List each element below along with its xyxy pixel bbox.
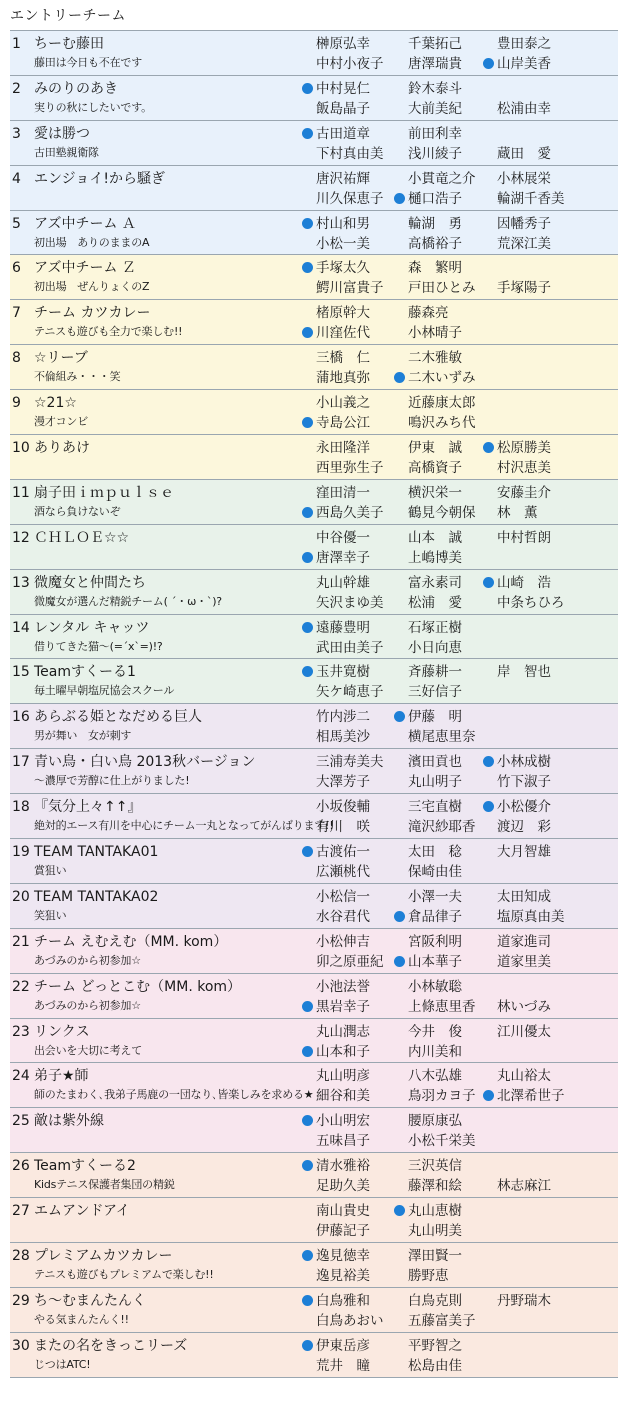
marker-dot-icon [302,83,313,94]
team-list [10,30,618,1378]
marker-dot-icon [302,846,313,857]
page-title: エントリーチーム [10,8,126,24]
team-row [10,1063,618,1108]
member-name: 西島久美子 [316,504,384,522]
member-name: 倉品律子 [408,908,462,926]
member-name: 石塚正樹 [408,619,462,636]
member-name: 小林敏聡 [408,978,462,995]
member-name: 輪湖 勇 [408,215,462,232]
member-name: 川久保恵子 [316,190,384,207]
marker-dot-icon [394,956,405,967]
member-name: 山本華子 [408,953,462,971]
member-name: 蒲地真弥 [316,370,370,387]
team-row [10,300,618,345]
team-number: 25 [12,1113,30,1130]
team-row [10,1153,618,1198]
member-name: 濱田貢也 [408,754,462,771]
member-name: 太田 稔 [408,844,462,861]
marker-dot-icon [394,711,405,722]
member-name: 林志麻江 [497,1178,551,1195]
member-name: 黒岩幸子 [316,998,370,1016]
team-name: Teamすくーる2 [34,1158,136,1175]
member-name: 小松信一 [316,888,370,905]
member-name: 横尾恵里奈 [408,729,476,746]
team-row [10,166,618,211]
team-description: じつはATC! [34,1357,91,1371]
team-description: 賞狙い [34,864,67,878]
team-row [10,76,618,121]
member-name: 広瀬桃代 [316,864,370,881]
member-name: 小日向恵 [408,639,462,656]
team-row [10,974,618,1019]
member-name: 小池法誉 [316,978,370,995]
team-description: あづみのから初参加☆ [34,998,141,1012]
team-row [10,884,618,929]
member-name: 唐澤瑞貴 [408,56,462,72]
member-name: 小松優介 [497,798,551,816]
member-name: 有川 咲 [316,819,370,836]
member-name: 荒井 瞳 [316,1357,370,1374]
team-name: アズ中チーム Ｚ [34,260,136,277]
member-name: 飯島晶子 [316,100,370,117]
marker-dot-icon [302,218,313,229]
team-description: 男が舞い 女が刺す [34,729,132,743]
member-name: 鈴木泰斗 [408,80,462,97]
member-name: 因幡秀子 [497,215,551,232]
marker-dot-icon [302,552,313,563]
member-name: 南山貴史 [316,1203,370,1220]
member-name: 岸 智也 [497,664,551,681]
team-description: 〜濃厚で芳醇に仕上がりました! [34,774,190,788]
member-name: 川窪佐代 [316,324,370,342]
team-name: 愛は勝つ [34,125,90,142]
member-name: 輪湖千香美 [497,190,565,207]
member-name: 村沢恵美 [497,460,551,477]
member-name: 白鳥あおい [316,1312,384,1329]
team-row [10,345,618,390]
team-description: 不倫組み・・・笑 [34,370,121,384]
member-name: 卯之原亜紀 [316,953,384,970]
team-name: ありあけ [34,440,90,457]
team-row [10,839,618,884]
member-name: 鶴見今朝保 [408,504,476,521]
team-row [10,255,618,300]
member-name: 横沢栄一 [408,484,462,501]
member-name: 江川優太 [497,1023,551,1040]
member-name: 道家進司 [497,933,551,950]
member-name: 中村晃仁 [316,80,370,98]
member-name: 唐澤幸子 [316,549,370,567]
team-row [10,435,618,480]
member-name: 相馬美沙 [316,729,370,746]
team-name: 『気分上々↑↑』 [34,799,142,816]
member-name: 丸山幹雄 [316,574,370,591]
member-name: 楮原幹大 [316,305,370,322]
team-number: 15 [12,664,30,681]
team-name: ちーむ藤田 [34,36,104,52]
team-number: 22 [12,978,30,995]
member-name: 丸山恵樹 [408,1202,462,1220]
marker-dot-icon [302,262,313,273]
member-name: 山本和子 [316,1043,370,1061]
team-description: テニスも遊びも全力で楽しむ!! [34,325,183,339]
member-name: 白鳥克則 [408,1292,462,1309]
team-name: ＣＨＬＯＥ☆☆ [34,529,130,546]
marker-dot-icon [302,1046,313,1057]
member-name: 山本 誠 [408,529,462,546]
member-name: 手塚陽子 [497,280,551,297]
member-name: 小貫竜之介 [408,170,476,187]
member-name: 武田由美子 [316,639,384,656]
marker-dot-icon [483,577,494,588]
team-name: リンクス [34,1023,90,1040]
team-name: あらぶる姫となだめる巨人 [34,709,202,726]
team-number: 5 [12,215,21,232]
team-name: TEAM TANTAKA01 [34,844,159,861]
member-name: 近藤康太郎 [408,395,476,412]
marker-dot-icon [302,1160,313,1171]
team-description: あづみのから初参加☆ [34,953,141,967]
team-number: 9 [12,395,21,412]
member-name: 丹野瑞木 [497,1292,551,1309]
member-name: 矢ケ崎恵子 [316,684,384,701]
member-name: 林いづみ [497,998,551,1015]
member-name: 前田利幸 [408,125,462,142]
member-name: 藤森亮 [408,305,449,322]
member-name: 勝野恵 [408,1268,449,1285]
member-name: 小林晴子 [408,325,462,342]
member-name: 三好信子 [408,684,462,701]
team-row [10,390,618,435]
team-description: 借りてきた猫〜(=´x`=)!? [34,639,163,653]
team-description: 漫才コンビ [34,415,88,429]
member-name: 玉井寛樹 [316,663,370,681]
member-name: 三浦寿美夫 [316,754,384,771]
member-name: 逸見徳幸 [316,1247,370,1265]
member-name: 上嶋博美 [408,549,462,566]
member-name: 榊原弘幸 [316,36,370,52]
team-row [10,615,618,660]
member-name: 小松一美 [316,235,370,252]
member-name: 村山和男 [316,215,370,233]
team-number: 30 [12,1337,30,1354]
team-number: 16 [12,709,30,726]
team-description: 師のたまわく､我弟子馬鹿の一団なり､皆楽しみを求める★ [34,1088,314,1102]
member-name: 二木雅敏 [408,350,462,367]
team-description: 実りの秋にしたいです。 [34,100,152,114]
member-name: 足助久美 [316,1178,370,1195]
member-name: 中村小夜子 [316,56,384,72]
team-description: 絶対的エース有川を中心にチーム一丸となってがんばります!! [34,819,334,833]
marker-dot-icon [302,622,313,633]
team-row [10,570,618,615]
member-name: 千葉拓己 [408,36,462,52]
team-number: 21 [12,933,30,950]
team-name: エムアンドアイ [34,1203,130,1220]
member-name: 小澤一夫 [408,888,462,905]
team-description: やる気まんたんく!! [34,1312,129,1326]
team-row [10,121,618,166]
team-number: 27 [12,1203,30,1220]
member-name: 五味昌子 [316,1133,370,1150]
team-description: 古田塾親衛隊 [34,145,99,159]
member-name: 五藤富美子 [408,1312,476,1329]
marker-dot-icon [302,417,313,428]
marker-dot-icon [302,1001,313,1012]
member-name: 松浦由幸 [497,100,551,117]
team-row [10,525,618,570]
member-name: 三沢英信 [408,1158,462,1175]
member-name: 小坂俊輔 [316,799,370,816]
team-row [10,1243,618,1288]
member-name: 中谷優一 [316,529,370,546]
member-name: 大前美紀 [408,100,462,117]
member-name: 浅川綾子 [408,145,462,162]
member-name: 小山義之 [316,395,370,412]
member-name: 内川美和 [408,1043,462,1060]
team-number: 3 [12,125,21,142]
team-row [10,1108,618,1153]
team-description: 初出場 ありのままのA [34,235,150,249]
team-row [10,1198,618,1243]
marker-dot-icon [483,58,494,69]
team-name: ち〜むまんたんく [34,1292,146,1309]
marker-dot-icon [394,911,405,922]
marker-dot-icon [302,1115,313,1126]
team-row [10,1019,618,1064]
member-name: 古渡佑一 [316,843,370,861]
member-name: 小松伸吉 [316,933,370,950]
member-name: 山岸美香 [497,55,551,73]
member-name: 丸山裕太 [497,1068,551,1085]
member-name: 伊東岳彦 [316,1337,370,1355]
member-name: 豊田泰之 [497,36,551,52]
team-description: 微魔女が選んだ精鋭チーム( ´・ω・`)? [34,594,222,608]
member-name: 塩原真由美 [497,908,565,925]
member-name: 丸山明子 [408,774,462,791]
member-name: 藤澤和絵 [408,1178,462,1195]
member-name: 大澤芳子 [316,774,370,791]
team-number: 4 [12,170,21,187]
member-name: 今井 俊 [408,1023,462,1040]
team-name: 青い鳥・白い鳥 2013秋バージョン [34,754,256,771]
team-name: ☆21☆ [34,395,77,412]
member-name: 北澤希世子 [497,1087,565,1105]
member-name: 斉藤耕一 [408,664,462,681]
member-name: 寺島公江 [316,414,370,432]
member-name: 小林成樹 [497,753,551,771]
team-row [10,1288,618,1333]
member-name: 唐沢祐輝 [316,170,370,187]
marker-dot-icon [302,507,313,518]
member-name: 高橋資子 [408,460,462,477]
member-name: 丸山明彦 [316,1068,370,1085]
member-name: 宮阪利明 [408,933,462,950]
member-name: 伊東 誠 [408,440,462,457]
team-number: 19 [12,844,30,861]
team-number: 26 [12,1158,30,1175]
team-name: チーム カツカレー [34,305,151,322]
team-name: Teamすくーる1 [34,664,136,681]
member-name: 伊藤記子 [316,1223,370,1240]
member-name: 高橋裕子 [408,235,462,252]
member-name: 富永素司 [408,574,462,591]
marker-dot-icon [394,193,405,204]
team-name: TEAM TANTAKA02 [34,888,159,905]
member-name: 白鳥雅和 [316,1292,370,1310]
member-name: 二木いずみ [408,369,476,387]
member-name: 森 繁明 [408,260,462,277]
member-name: 丸山潤志 [316,1023,370,1040]
marker-dot-icon [394,372,405,383]
team-description: 出会いを大切に考えて [34,1043,142,1057]
team-name: アズ中チーム Ａ [34,215,136,232]
member-name: 澤田賢一 [408,1248,462,1265]
member-name: 竹下淑子 [497,774,551,791]
member-name: 窪田清一 [316,484,370,501]
member-name: 手塚太久 [316,259,370,277]
member-name: 丸山明美 [408,1223,462,1240]
team-number: 11 [12,484,30,501]
member-name: 永田隆洋 [316,440,370,457]
team-row [10,659,618,704]
team-number: 1 [12,36,21,52]
member-name: 蔵田 愛 [497,145,551,162]
member-name: 松原勝美 [497,439,551,457]
marker-dot-icon [302,1250,313,1261]
team-number: 2 [12,80,21,97]
team-row [10,1333,618,1378]
team-row [10,794,618,839]
team-name: みのりのあき [34,80,118,97]
member-name: 小松千栄美 [408,1133,476,1150]
marker-dot-icon [302,1340,313,1351]
team-number: 6 [12,260,21,277]
team-row [10,929,618,974]
team-name: チーム えむえむ（MM. kom） [34,933,228,950]
member-name: 樋口浩子 [408,190,462,208]
member-name: 鳥羽カヨ子 [408,1088,476,1105]
member-name: 小山明宏 [316,1112,370,1130]
team-number: 8 [12,350,21,367]
team-name: レンタル キャッツ [34,619,150,636]
team-number: 29 [12,1292,30,1309]
team-number: 28 [12,1248,30,1265]
marker-dot-icon [483,801,494,812]
team-number: 13 [12,574,30,591]
member-name: 下村真由美 [316,145,384,162]
member-name: 伊藤 明 [408,708,462,726]
team-number: 24 [12,1068,30,1085]
team-row [10,480,618,525]
team-name: エンジョイ!から騒ぎ [34,170,165,187]
team-name: 弟子★師 [34,1068,89,1085]
marker-dot-icon [302,666,313,677]
member-name: 松島由佳 [408,1357,462,1374]
team-name: ☆リーブ [34,350,88,367]
team-description: 毎土曜早朝塩尻協会スクール [34,684,175,698]
marker-dot-icon [394,1205,405,1216]
team-description: 藤田は今日も不在です [34,56,142,69]
member-name: 林 薫 [497,504,538,521]
team-description: Kidsテニス保護者集団の精鋭 [34,1178,175,1192]
marker-dot-icon [483,756,494,767]
member-name: 三橋 仁 [316,350,370,367]
team-description: 笑狙い [34,908,67,922]
member-name: 古田道章 [316,125,370,143]
member-name: 竹内涉二 [316,709,370,726]
member-name: 清水雅裕 [316,1157,370,1175]
team-row [10,31,618,76]
member-name: 松浦 愛 [408,594,462,611]
member-name: 腰原康弘 [408,1113,462,1130]
marker-dot-icon [483,442,494,453]
member-name: 矢沢まゆ美 [316,594,384,611]
member-name: 渡辺 彩 [497,819,551,836]
team-row [10,749,618,794]
team-name: 敵は紫外線 [34,1113,104,1130]
member-name: 小林展栄 [497,170,551,187]
team-number: 7 [12,305,21,322]
member-name: 鰐川富貴子 [316,280,384,297]
member-name: 細谷和美 [316,1088,370,1105]
member-name: 戸田ひとみ [408,280,476,297]
team-number: 12 [12,529,30,546]
member-name: 平野智之 [408,1337,462,1354]
marker-dot-icon [302,1295,313,1306]
member-name: 逸見裕美 [316,1268,370,1285]
member-name: 山崎 浩 [497,574,551,592]
member-name: 中村哲朗 [497,529,551,546]
team-name: 扇子田ｉｍｐｕｌｓｅ [34,484,174,501]
team-number: 20 [12,888,30,905]
team-name: 微魔女と仲間たち [34,574,146,591]
marker-dot-icon [302,128,313,139]
team-number: 17 [12,754,30,771]
team-name: チーム どっとこむ（MM. kom） [34,978,242,995]
marker-dot-icon [302,327,313,338]
team-description: 初出場 ぜんりょくのZ [34,280,150,294]
member-name: 滝沢紗耶香 [408,819,476,836]
team-number: 18 [12,799,30,816]
member-name: 太田知成 [497,888,551,905]
member-name: 荒深江美 [497,235,551,252]
member-name: 道家里美 [497,953,551,970]
team-number: 10 [12,440,30,457]
member-name: 遠藤豊明 [316,619,370,637]
member-name: 水谷君代 [316,908,370,925]
member-name: 西里弥生子 [316,460,384,477]
member-name: 安藤圭介 [497,484,551,501]
team-description: テニスも遊びもプレミアムで楽しむ!! [34,1268,214,1282]
member-name: 大月智雄 [497,844,551,861]
member-name: 保崎由佳 [408,864,462,881]
team-name: プレミアムカツカレー [34,1248,173,1265]
member-name: 鳴沢みち代 [408,415,476,432]
member-name: 中条ちひろ [497,594,565,611]
team-row [10,211,618,256]
team-name: またの名をきっこリーズ [34,1337,188,1354]
member-name: 三宅直樹 [408,799,462,816]
member-name: 八木弘雄 [408,1068,462,1085]
team-row [10,704,618,749]
marker-dot-icon [483,1090,494,1101]
member-name: 上條恵里香 [408,998,476,1015]
team-description: 酒なら負けないぞ [34,504,121,518]
team-number: 23 [12,1023,30,1040]
team-number: 14 [12,619,30,636]
